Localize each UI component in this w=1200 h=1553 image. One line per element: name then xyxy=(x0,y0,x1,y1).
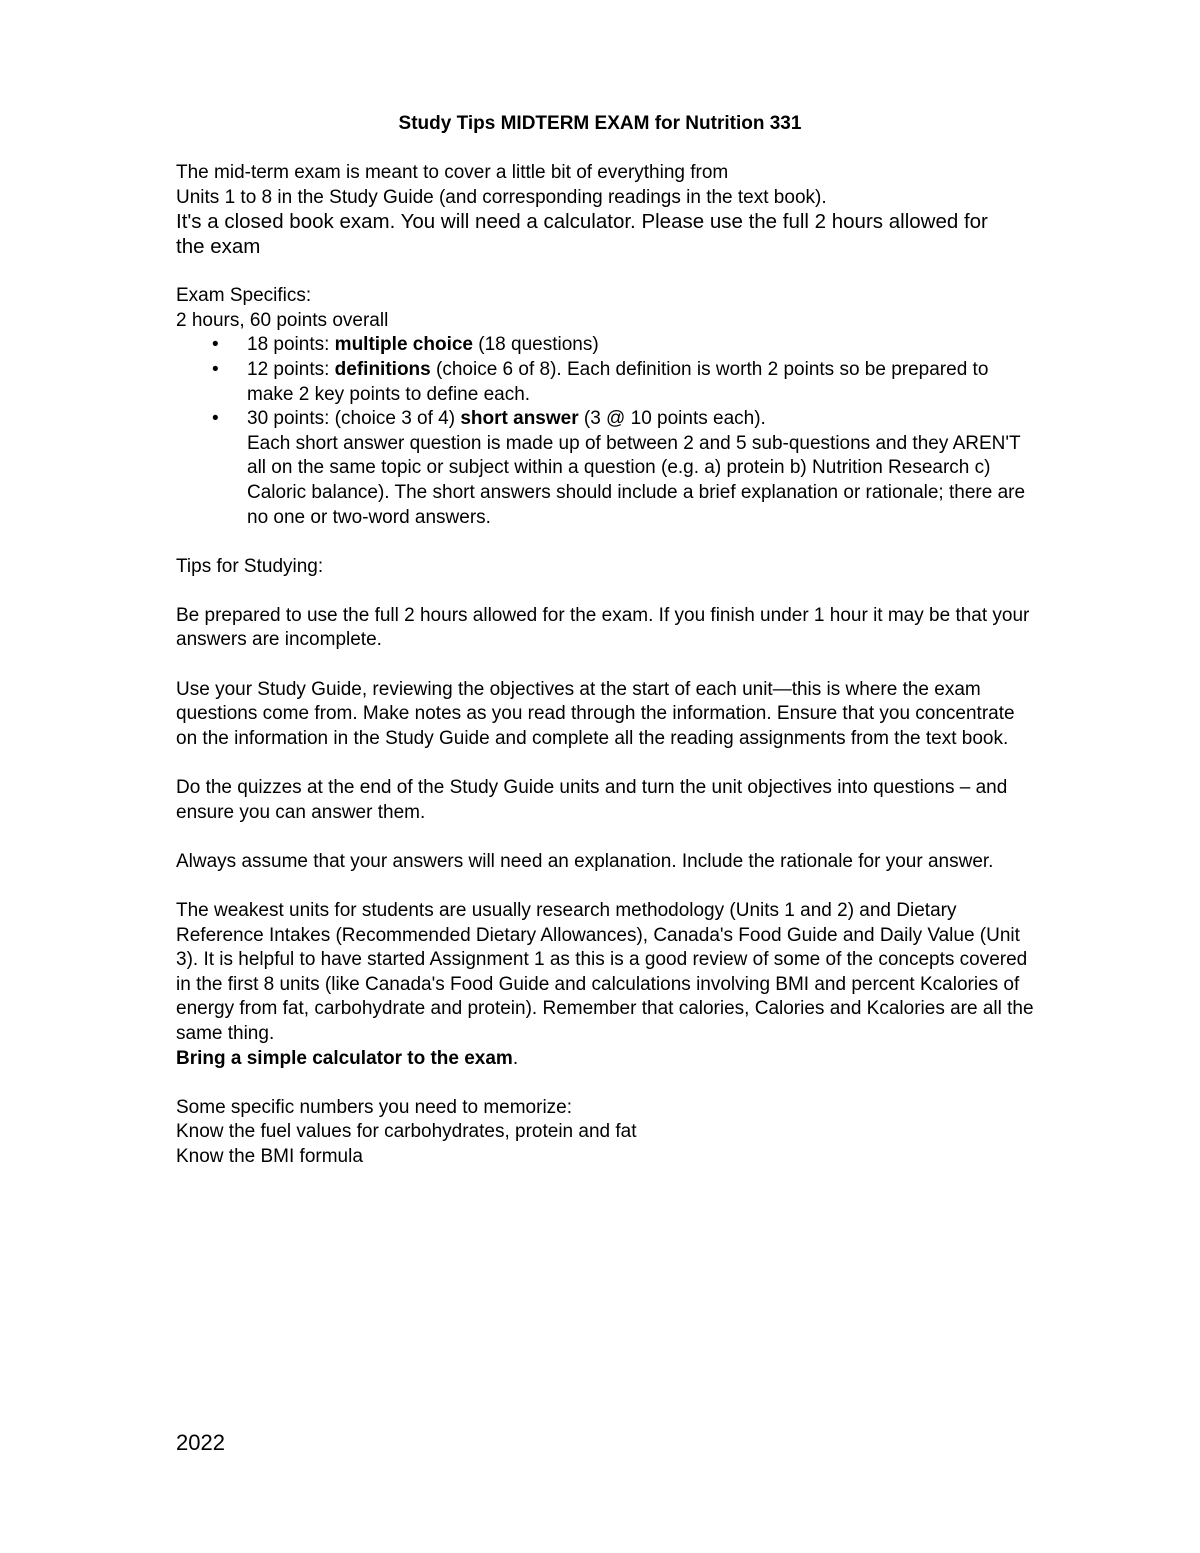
emphasis-text: short answer xyxy=(460,408,579,430)
tips-heading: Tips for Studying: xyxy=(176,555,324,577)
document-body xyxy=(176,112,1036,1170)
list-item: • 30 points: (choice 3 of 4) short answer (3 @ 10 points each). Each short answer question is made up of between 2 and 5 sub-questions and they AREN'T all on the same topic or subject within a question (e.g. a) protein b) Nutrition Research c) Caloric balance). The short answers should include a brief explanation or rationale; there are no one or two-word answers. xyxy=(212,408,1026,528)
footer-year: 2022 xyxy=(176,1430,225,1455)
tips-paragraph-3: Do the quizzes at the end of the Study Guide units and turn the unit objectives into questions – and ensure you can answer them. xyxy=(176,777,1008,823)
emphasis-text: multiple choice xyxy=(334,334,473,356)
specifics-heading: Exam Specifics: xyxy=(176,285,312,307)
memorize-heading: Some specific numbers you need to memorize: xyxy=(176,1096,573,1118)
intro-line-3: It's a closed book exam. You will need a calculator. Please use the full 2 hours allowed for the exam xyxy=(176,210,988,258)
emphasis-text: definitions xyxy=(334,358,431,380)
intro-line-2: Units 1 to 8 in the Study Guide (and corresponding readings in the text book). xyxy=(176,186,827,208)
intro-line-1: The mid-term exam is meant to cover a little bit of everything from xyxy=(176,162,729,184)
bullet-icon: • xyxy=(212,358,219,380)
tips-paragraph-2: Use your Study Guide, reviewing the objectives at the start of each unit—this is where the exam questions come from. Make notes as you read through the information. Ensure that you concentrate on the information in the Study Guide and complete all the reading assignments from the text book. xyxy=(176,678,1015,749)
list-item: • 12 points: definitions (choice 6 of 8). Each definition is worth 2 points so be prepared to make 2 key points to define each. xyxy=(212,358,989,405)
specifics-summary: 2 hours, 60 points overall xyxy=(176,309,389,331)
specifics-list xyxy=(176,333,1036,530)
memorize-line-1: Know the fuel values for carbohydrates, protein and fat xyxy=(176,1121,637,1143)
tips-paragraph-1: Be prepared to use the full 2 hours allowed for the exam. If you finish under 1 hour it may be that your answers are incomplete. xyxy=(176,604,1030,651)
bullet-icon: • xyxy=(212,408,219,430)
list-item: • 18 points: multiple choice (18 questions) xyxy=(176,333,1036,358)
memorize-line-2: Know the BMI formula xyxy=(176,1145,363,1167)
tips-paragraph-4: Always assume that your answers will need an explanation. Include the rationale for your answer. xyxy=(176,850,994,872)
short-answer-details: Each short answer question is made up of between 2 and 5 sub-questions and they AREN'T all on the same topic or subject within a question (e.g. a) protein b) Nutrition Research c) Caloric balance). The short answers should include a brief explanation or rationale; there are no one or two-word answers. xyxy=(247,432,1026,528)
bullet-icon: • xyxy=(212,334,219,356)
calculator-reminder: Bring a simple calculator to the exam xyxy=(176,1047,513,1069)
tips-paragraph-5: The weakest units for students are usually research methodology (Units 1 and 2) and Dietary Reference Intakes (Recommended Dietary Allowances), Canada's Food Guide and Daily Value (Unit 3). It is helpful to have started Assignment 1 as this is a good review of some of the concepts covered in the first 8 units (like Canada's Food Guide and calculations involving BMI and percent Kcalories of energy from fat, carbohydrate and protein). Remember that calories, Calories and Kcalories are all the same thing. Bring a simple calculator to the exam. xyxy=(176,900,1034,1069)
document-title: Study Tips MIDTERM EXAM for Nutrition 331 xyxy=(398,113,802,134)
